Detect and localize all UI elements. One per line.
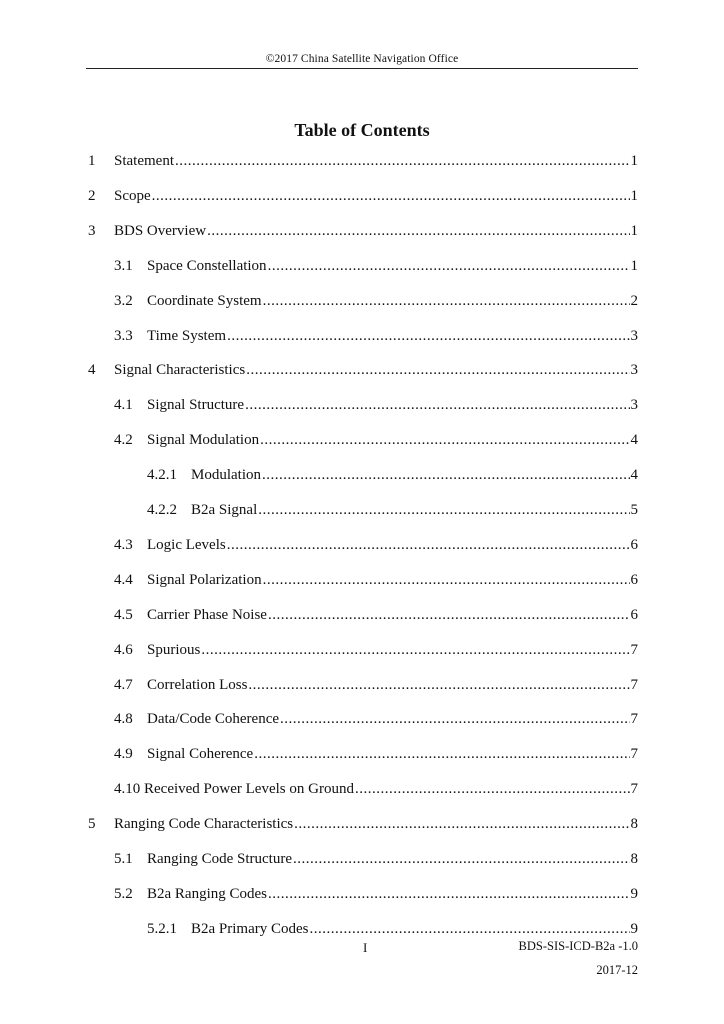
toc-entry-number: 3 <box>88 222 96 239</box>
toc-entry-label: Logic Levels <box>147 536 226 553</box>
toc-entry-label: Time System <box>147 327 227 344</box>
toc-dot-leader <box>248 674 629 696</box>
document-header: ©2017 China Satellite Navigation Office <box>265 53 459 65</box>
toc-entry-page: 7 <box>630 746 638 763</box>
toc-entry-page: 6 <box>630 536 638 553</box>
toc-entry-label: Signal Coherence <box>147 746 254 763</box>
toc-dot-leader <box>268 604 630 626</box>
toc-entry[interactable] <box>114 604 638 626</box>
toc-entry[interactable] <box>114 534 638 556</box>
toc-entry-number: 4.9 <box>114 746 133 763</box>
toc-entry-page: 3 <box>630 327 638 344</box>
toc-entry-label: Correlation Loss <box>147 676 248 693</box>
toc-entry-page: 7 <box>630 711 638 728</box>
toc-entry-page: 3 <box>630 397 638 414</box>
toc-entry-number: 4.8 <box>114 711 133 728</box>
toc-entry-number: 4 <box>88 362 96 379</box>
toc-dot-leader <box>268 255 630 277</box>
toc-entry-label: Coordinate System <box>147 292 262 309</box>
toc-entry[interactable] <box>114 429 638 451</box>
toc-dot-leader <box>258 499 629 521</box>
toc-entry-number: 5.2.1 <box>147 920 177 937</box>
toc-entry-number: 3.2 <box>114 292 133 309</box>
toc-entry-label: Ranging Code Characteristics <box>114 816 294 833</box>
toc-entry[interactable] <box>114 639 638 661</box>
toc-dot-leader <box>246 359 629 381</box>
toc-entry[interactable] <box>114 394 638 416</box>
toc-entry[interactable] <box>147 464 638 486</box>
toc-entry-number: 5.1 <box>114 851 133 867</box>
toc-entry-page: 9 <box>630 885 638 902</box>
toc-entry[interactable] <box>88 359 638 381</box>
toc-entry-page: 2 <box>630 292 638 309</box>
header-divider <box>86 68 638 69</box>
toc-dot-leader <box>262 464 630 486</box>
toc-entry[interactable] <box>88 220 638 242</box>
toc-entry-label: Scope <box>114 187 151 204</box>
toc-entry[interactable] <box>114 674 638 696</box>
toc-entry[interactable] <box>147 499 638 521</box>
toc-dot-leader <box>263 290 630 312</box>
toc-dot-leader <box>207 220 629 242</box>
footer-date: 2017-12 <box>596 963 638 977</box>
toc-entry-page: 6 <box>630 571 638 588</box>
toc-entry-number: 4.4 <box>114 571 133 588</box>
toc-entry-number: 4.2 <box>114 432 133 449</box>
toc-entry-label: B2a Ranging Codes <box>147 885 267 902</box>
toc-entry-number: 4.7 <box>114 676 133 693</box>
toc-entry-page: 1 <box>630 257 638 274</box>
footer-document-id: BDS-SIS-ICD-B2a -1.0 <box>518 939 638 953</box>
toc-entry[interactable] <box>88 185 638 207</box>
toc-entry[interactable] <box>114 569 638 591</box>
toc-dot-leader <box>227 325 629 347</box>
toc-dot-leader <box>310 918 630 940</box>
toc-entry[interactable] <box>114 778 638 800</box>
toc-entry[interactable] <box>114 883 638 905</box>
toc-entry[interactable] <box>147 918 638 940</box>
toc-entry-number: 1 <box>88 153 96 169</box>
toc-entry-label: Spurious <box>147 641 201 658</box>
toc-dot-leader <box>201 639 629 661</box>
toc-dot-leader <box>263 569 630 591</box>
toc-entry-page: 6 <box>630 606 638 623</box>
toc-entry-number: 4.2.2 <box>147 502 177 518</box>
toc-entry-number: 4.6 <box>114 641 133 658</box>
toc-entry-label: B2a Signal <box>191 502 258 518</box>
toc-entry-page: 5 <box>630 502 638 518</box>
toc-entry-number: 2 <box>88 187 96 204</box>
toc-entry-label: Carrier Phase Noise <box>147 606 267 623</box>
toc-entry[interactable] <box>114 290 638 312</box>
toc-entry[interactable] <box>88 150 638 172</box>
toc-entry-label: Signal Modulation <box>147 432 260 449</box>
toc-dot-leader <box>227 534 630 556</box>
toc-entry-number: 3.3 <box>114 327 133 344</box>
toc-entry-page: 7 <box>630 781 638 798</box>
toc-entry-page: 4 <box>630 432 638 449</box>
toc-entry-page: 9 <box>630 920 638 937</box>
toc-entry-label: Signal Polarization <box>147 571 262 588</box>
toc-entry-page: 1 <box>630 222 638 239</box>
toc-dot-leader <box>260 429 629 451</box>
toc-entry-page: 7 <box>630 641 638 658</box>
toc-entry-number: 5 <box>88 816 96 833</box>
toc-entry[interactable] <box>88 813 638 835</box>
toc-entry-page: 8 <box>630 816 638 833</box>
toc-entry-number: 4.1 <box>114 397 133 414</box>
toc-dot-leader <box>152 185 630 207</box>
toc-dot-leader <box>175 150 630 172</box>
toc-entry-label: Received Power Levels on Ground <box>144 781 354 798</box>
toc-dot-leader <box>355 778 630 800</box>
toc-entry-label: Statement <box>114 153 174 169</box>
toc-entry-page: 4 <box>630 467 638 484</box>
toc-dot-leader <box>268 883 630 905</box>
toc-entry-label: BDS Overview <box>114 222 207 239</box>
toc-entry[interactable] <box>114 743 638 765</box>
toc-entry-label: Space Constellation <box>147 257 267 274</box>
toc-entry-page: 1 <box>630 153 638 169</box>
toc-entry-page: 3 <box>630 362 638 379</box>
toc-entry[interactable] <box>114 325 638 347</box>
toc-entry-label: Signal Characteristics <box>114 362 246 379</box>
toc-entry[interactable] <box>114 255 638 277</box>
toc-entry-label: Modulation <box>191 467 261 484</box>
toc-entry-label: Ranging Code Structure <box>147 851 292 867</box>
toc-dot-leader <box>254 743 629 765</box>
toc-entry-number: 4.3 <box>114 536 133 553</box>
toc-entry[interactable] <box>114 848 638 870</box>
toc-entry-number: 3.1 <box>114 257 133 274</box>
toc-entry-number: 4.10 <box>114 781 141 798</box>
toc-entry-number: 4.2.1 <box>147 467 177 484</box>
toc-dot-leader <box>294 813 629 835</box>
toc-entry-label: Data/Code Coherence <box>147 711 280 728</box>
toc-entry-number: 5.2 <box>114 885 133 902</box>
toc-entry[interactable] <box>114 708 638 730</box>
toc-dot-leader <box>280 708 629 730</box>
toc-entry-number: 4.5 <box>114 606 133 623</box>
toc-entry-label: Signal Structure <box>147 397 245 414</box>
toc-entry-label: B2a Primary Codes <box>191 920 309 937</box>
toc-entry-page: 7 <box>630 676 638 693</box>
toc-title: Table of Contents <box>294 120 430 140</box>
toc-dot-leader <box>293 848 630 870</box>
toc-entry-page: 8 <box>630 851 638 867</box>
toc-entry-page: 1 <box>630 187 638 204</box>
toc-dot-leader <box>245 394 629 416</box>
footer-page-number: I <box>363 940 368 955</box>
